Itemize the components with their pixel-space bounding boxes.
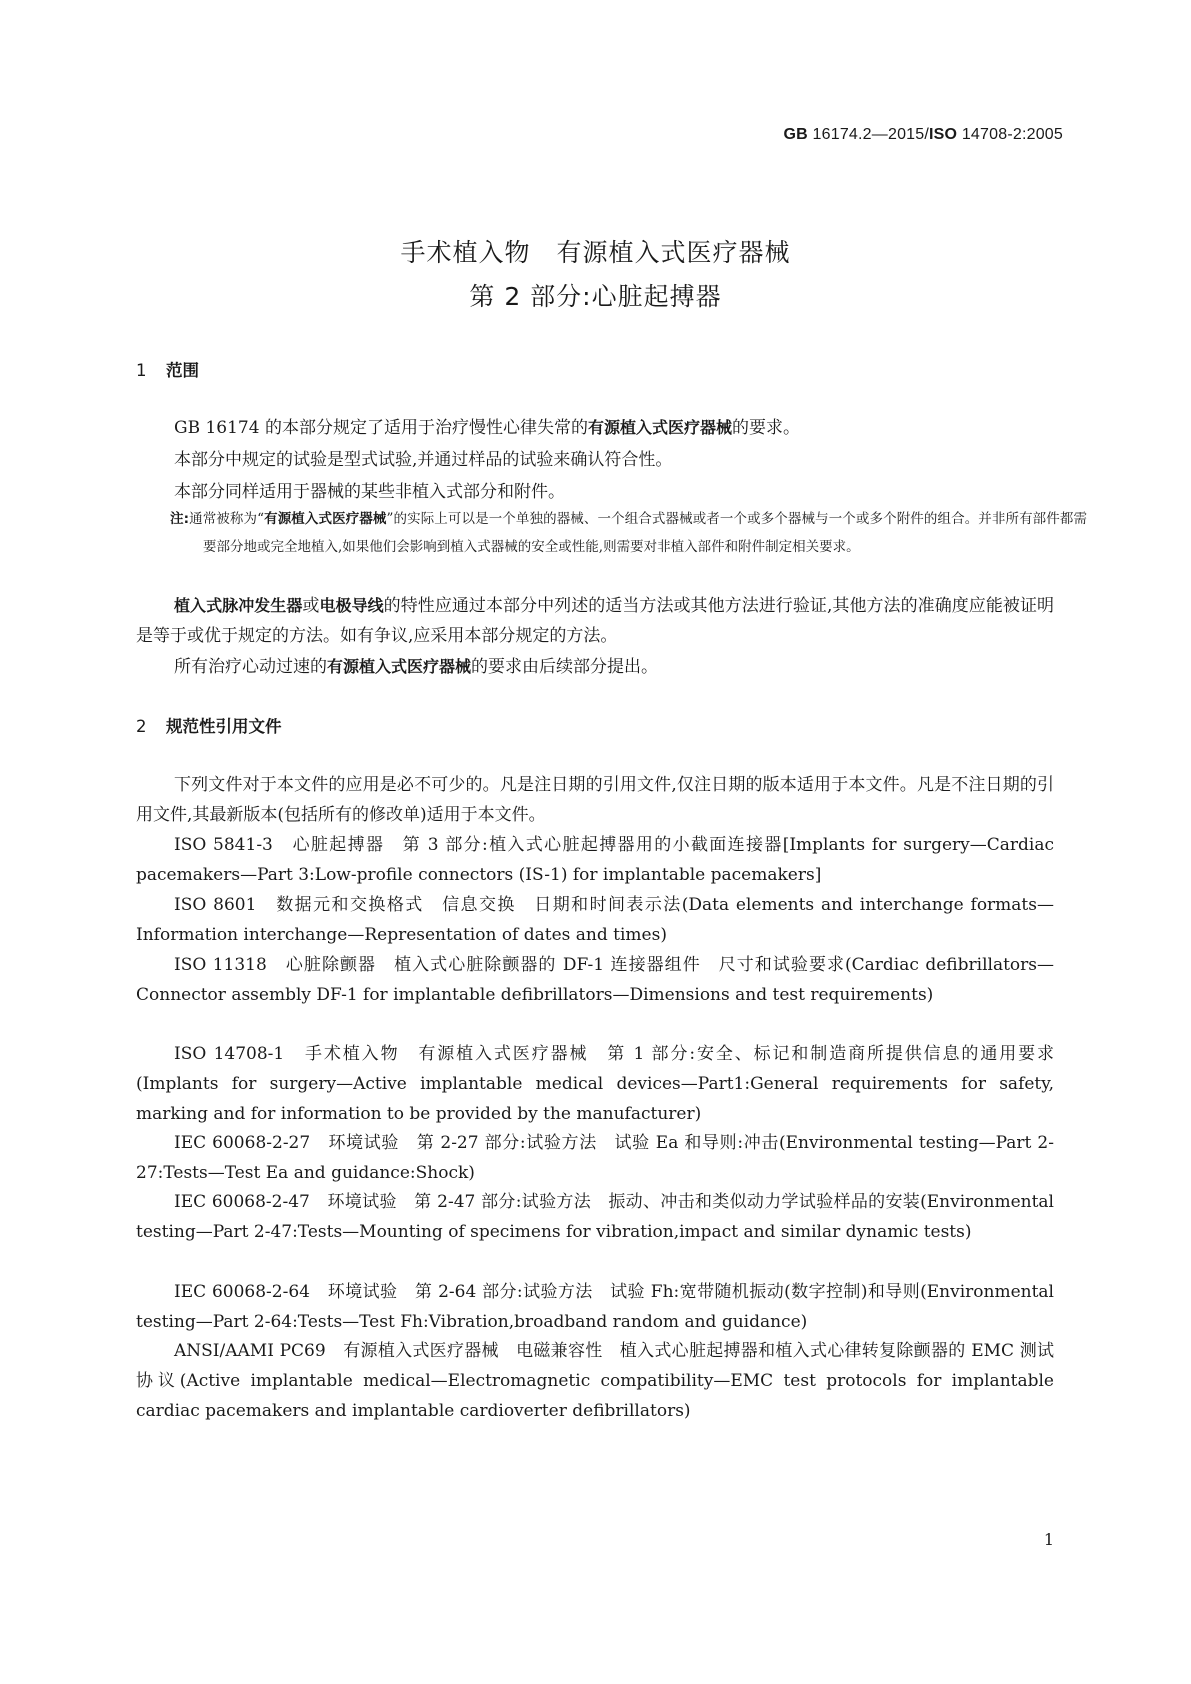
section-title: 规范性引用文件 xyxy=(166,717,282,736)
paragraph: 本部分中规定的试验是型式试验,并通过样品的试验来确认符合性。 xyxy=(174,450,673,470)
reference-item: ISO 8601 数据元和交换格式 信息交换 日期和时间表示法(Data elements and interchange formats—Information interchange—Representation of dates and times) xyxy=(136,895,1054,945)
reference-item: IEC 60068-2-64 环境试验 第 2-64 部分:试验方法 试验 Fh:宽带随机振动(数字控制)和导则(Environmental testing—Part 2-64:Tests—Test Fh:Vibration,broadband random and guidance) xyxy=(136,1282,1054,1332)
text-run: 的要求由后续部分提出。 xyxy=(471,657,659,677)
paragraph: 本部分同样适用于器械的某些非植入式部分和附件。 xyxy=(174,482,565,502)
reference-item: ISO 11318 心脏除颤器 植入式心脏除颤器的 DF-1 连接器组件 尺寸和试验要求(Cardiac defibrillators—Connector assembly DF-1 for implantable defibrillators—Dimensions and test requirements) xyxy=(136,955,1054,1005)
note-label: 注: xyxy=(170,511,189,527)
reference-item: IEC 60068-2-27 环境试验 第 2-27 部分:试验方法 试验 Ea 和导则:冲击(Environmental testing—Part 2-27:Tests—Test Ea and guidance:Shock) xyxy=(136,1133,1054,1183)
document-title-line1: 手术植入物 有源植入式医疗器械 xyxy=(400,238,791,267)
reference-item: ISO 14708-1 手术植入物 有源植入式医疗器械 第 1 部分:安全、标记和制造商所提供信息的通用要求(Implants for surgery—Active implantable medical devices—Part1:General requirements for safety, marking and for information to be provided by the manufacturer) xyxy=(136,1044,1054,1124)
section-number: 1 xyxy=(136,361,147,380)
reference-item: IEC 60068-2-47 环境试验 第 2-47 部分:试验方法 振动、冲击和类似动力学试验样品的安装(Environmental testing—Part 2-47:Tests—Mounting of specimens for vibration,impact and similar dynamic tests) xyxy=(136,1192,1054,1242)
section-1-heading xyxy=(136,357,199,381)
standard-code-iso-number: 14708-2:2005 xyxy=(957,126,1063,143)
section-number: 2 xyxy=(136,717,147,736)
standard-code xyxy=(783,126,1063,144)
defined-term: 有源植入式医疗器械 xyxy=(587,418,732,437)
section-2-heading xyxy=(136,713,282,737)
defined-term: 有源植入式医疗器械 xyxy=(327,657,472,676)
defined-term: 电极导线 xyxy=(319,596,384,615)
reference-item: ANSI/AAMI PC69 有源植入式医疗器械 电磁兼容性 植入式心脏起搏器和植入式心律转复除颤器的 EMC 测试协议(Active implantable medical—Electromagnetic compatibility—EMC test protocols for implantable cardiac pacemakers and implantable cardioverter defibrillators) xyxy=(136,1341,1054,1421)
defined-term: 有源植入式医疗器械 xyxy=(264,511,387,527)
document-title-line2: 第 2 部分:心脏起搏器 xyxy=(469,282,722,311)
text-run: ”的实际上可以是一个单独的器械、一个组合式器械或者一个或多个器械与一个或多个附件的组合。并非所有部件都需要部分地或完全地植入,如果他们会影响到植入式器械的安全或性能,则需要对非植入部件和附件制定相关要求。 xyxy=(203,511,1087,555)
text-run: 通常被称为“ xyxy=(189,511,264,527)
paragraph xyxy=(136,413,1054,443)
defined-term: 植入式脉冲发生器 xyxy=(174,596,303,615)
paragraph xyxy=(136,591,1054,651)
paragraph: 下列文件对于本文件的应用是必不可少的。凡是注日期的引用文件,仅注日期的版本适用于本文件。凡是不注日期的引用文件,其最新版本(包括所有的修改单)适用于本文件。 xyxy=(136,775,1054,825)
standard-code-number: 16174.2—2015/ xyxy=(807,126,930,143)
page-number: 1 xyxy=(1043,1530,1054,1549)
text-run: GB 16174 的本部分规定了适用于治疗慢性心律失常的 xyxy=(174,418,588,438)
standard-code-iso: ISO xyxy=(929,126,958,143)
note xyxy=(170,505,1087,561)
reference-item: ISO 5841-3 心脏起搏器 第 3 部分:植入式心脏起搏器用的小截面连接器[Implants for surgery—Cardiac pacemakers—Part 3:Low-profile connectors (IS-1) for implantable pacemakers] xyxy=(136,835,1054,885)
text-run: 或 xyxy=(302,596,320,616)
text-run: 的要求。 xyxy=(731,418,800,438)
text-run: 所有治疗心动过速的 xyxy=(174,657,327,677)
section-title: 范围 xyxy=(166,361,199,380)
paragraph xyxy=(136,652,1054,682)
standard-code-prefix: GB xyxy=(783,126,808,143)
text-run: 的特性应通过本部分中列述的适当方法或其他方法进行验证,其他方法的准确度应能被证明是等于或优于规定的方法。如有争议,应采用本部分规定的方法。 xyxy=(136,596,1054,646)
